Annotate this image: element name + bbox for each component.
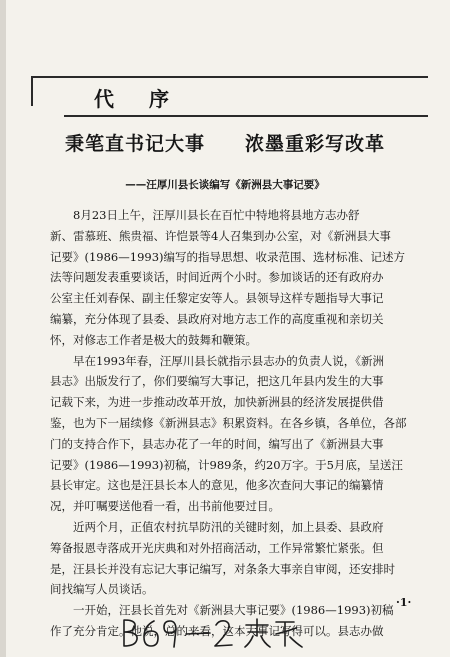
body-line: 门的支持合作下，县志办花了一年的时间，编写出了《新洲县大事 [50, 436, 384, 451]
article-body [50, 205, 422, 642]
body-line: 况，并叮嘱要送他看一看，出书前他要过目。 [50, 499, 280, 514]
body-line: 怀，对修志工作者是极大的鼓舞和鞭策。 [50, 332, 257, 347]
body-line: 新、雷慕班、熊贵福、许恺景等4人召集到办公室，对《新洲县大事 [50, 228, 391, 243]
body-line: 间找编写人员谈话。 [50, 582, 154, 597]
page-number: ·1· [396, 596, 412, 609]
body-line: 县长审定。这也是汪县长本人的意见，他多次查问大事记的编纂情 [50, 478, 384, 493]
body-line: 法等问题发表重要谈话，时间近两个小时。参加谈话的还有政府办 [50, 270, 384, 285]
left-rule [31, 76, 33, 106]
handwritten-catalog-note [118, 616, 328, 650]
scan-edge [0, 0, 6, 657]
top-rule [32, 76, 428, 78]
body-line: 一开始，汪县长首先对《新洲县大事记要》(1986—1993)初稿 [73, 603, 394, 618]
body-line: 8月23日上午，汪厚川县长在百忙中特地将县地方志办舒 [73, 208, 360, 222]
body-line: 早在1993年春，汪厚川县长就指示县志办的负责人说，《新洲 [73, 353, 385, 368]
body-line: 记要》(1986—1993)编写的指导思想、收录范围、选材标准、记述方 [50, 249, 406, 264]
body-line: 记载下来，为进一步推动改革开放，加快新洲县的经济发展提供借 [50, 395, 384, 410]
body-line: 作了充分肯定。他说，总的来看，这本大事记写得可以。县志办做 [50, 623, 384, 638]
body-line: 是，汪县长并没有忘记大事记编写，对条条大事亲自审阅，还安排时 [50, 561, 395, 576]
body-line: 公室主任刘春保、副主任黎定安等人。县领导这样专题指导大事记 [50, 291, 384, 306]
body-line: 记要》(1986—1993)初稿，计989条，约20万字。于5月底，呈送汪 [50, 457, 403, 472]
article-title: 秉笔直书记大事 浓墨重彩写改革 [64, 133, 385, 155]
body-line: 县志》出版发行了，你们要编写大事记，把这几年县内发生的大事 [50, 374, 384, 389]
heading-underline [64, 115, 428, 117]
body-line: 筹备报恩寺落成开光庆典和对外招商活动，工作异常繁忙紧张。但 [50, 540, 384, 555]
body-lines [50, 205, 422, 642]
body-line: 近两个月，正值农村抗旱防汛的关键时刻，加上县委、县政府 [73, 519, 384, 534]
section-label: 代 序 [94, 87, 183, 111]
body-line: 鉴，也为下一届续修《新洲县志》积累资料。在各乡镇，各单位，各部 [50, 415, 407, 430]
article-byline: ——汪厚川县长谈编写《新洲县大事记要》 [125, 179, 325, 191]
body-line: 编纂，充分体现了县委、县政府对地方志工作的高度重视和亲切关 [50, 311, 384, 326]
